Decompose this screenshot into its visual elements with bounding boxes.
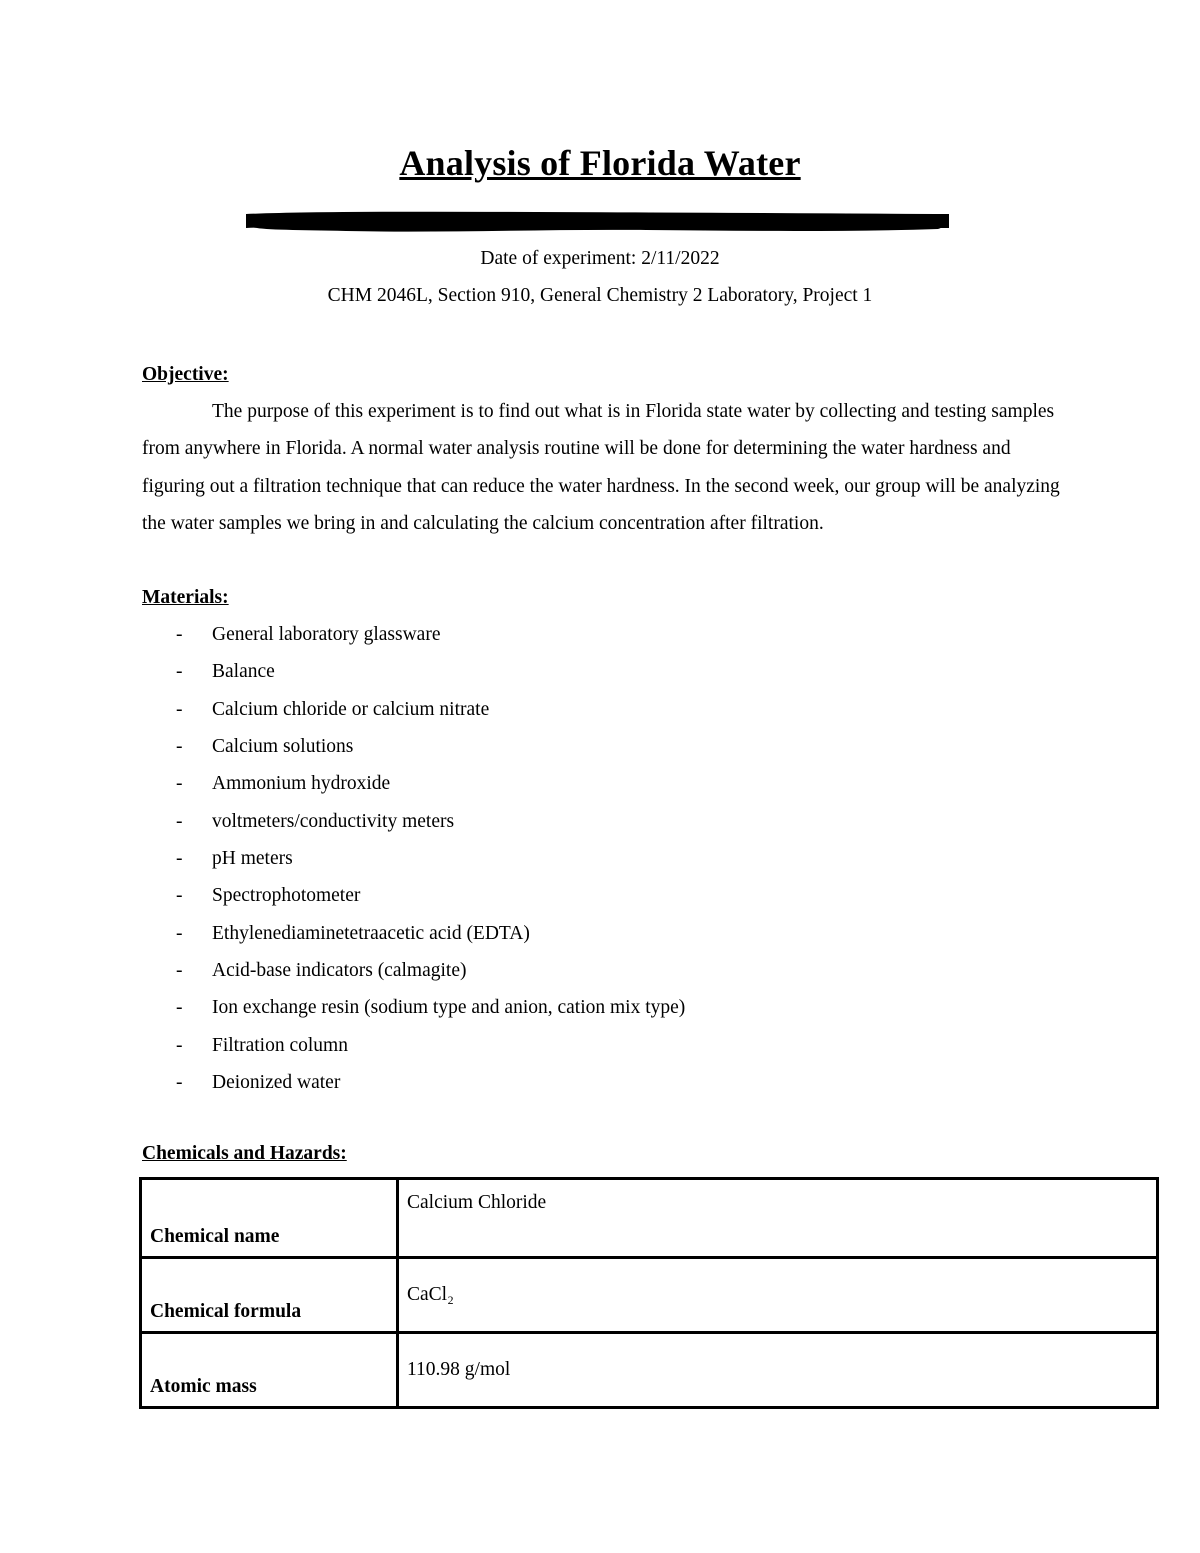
list-bullet: - bbox=[176, 922, 183, 944]
list-item bbox=[142, 765, 942, 802]
list-item bbox=[142, 989, 942, 1026]
list-item bbox=[142, 1027, 942, 1064]
material-item: Ethylenediaminetetraacetic acid (EDTA) bbox=[212, 922, 530, 944]
list-item bbox=[142, 840, 942, 877]
material-item: voltmeters/conductivity meters bbox=[212, 810, 455, 832]
material-item: Filtration column bbox=[212, 1034, 348, 1056]
list-bullet: - bbox=[176, 848, 183, 870]
table-row bbox=[141, 1258, 1158, 1333]
list-item bbox=[142, 1064, 942, 1101]
material-item: Balance bbox=[212, 661, 275, 683]
list-item bbox=[142, 915, 942, 952]
chemicals-hazards-table bbox=[139, 1177, 1159, 1409]
hazards-heading: Chemicals and Hazards: bbox=[142, 1143, 347, 1164]
material-item: Spectrophotometer bbox=[212, 885, 361, 907]
material-item: Calcium chloride or calcium nitrate bbox=[212, 698, 490, 720]
objective-heading: Objective: bbox=[142, 364, 229, 385]
material-item: General laboratory glassware bbox=[212, 624, 441, 645]
table-value-cell: Calcium Chloride bbox=[398, 1179, 1158, 1258]
material-item: Ion exchange resin (sodium type and anion, cation mix type) bbox=[212, 997, 686, 1019]
list-item bbox=[142, 952, 942, 989]
table-value-cell: CaCl₂ bbox=[398, 1258, 1158, 1333]
course-info: CHM 2046L, Section 910, General Chemistry 2 Laboratory, Project 1 bbox=[327, 285, 873, 306]
list-item bbox=[142, 877, 942, 914]
table-value-cell: 110.98 g/mol bbox=[398, 1333, 1158, 1408]
material-item: Ammonium hydroxide bbox=[212, 773, 391, 795]
list-bullet: - bbox=[176, 997, 183, 1019]
list-item bbox=[142, 803, 942, 840]
objective-paragraph: The purpose of this experiment is to find out what is in Florida state water by collecting and testing samples from anywhere in Florida. A normal water analysis routine will be done for determining the water hardness and figuring out a filtration technique that can reduce the water hardness. In the second week, our group will be analyzing the water samples we bring in and calculating the calcium concentration after filtration. bbox=[142, 401, 1060, 535]
list-item bbox=[142, 616, 942, 653]
material-item: Calcium solutions bbox=[212, 736, 354, 758]
table-label-cell: Chemical name bbox=[141, 1179, 398, 1258]
list-bullet: - bbox=[176, 736, 183, 758]
list-item bbox=[142, 728, 942, 765]
materials-heading: Materials: bbox=[142, 587, 229, 608]
list-bullet: - bbox=[176, 960, 183, 982]
redacted-author-names bbox=[246, 209, 949, 235]
list-item bbox=[142, 653, 942, 690]
list-bullet: - bbox=[176, 661, 183, 683]
list-bullet: - bbox=[176, 773, 183, 795]
material-item: Acid-base indicators (calmagite) bbox=[212, 960, 467, 982]
list-bullet: - bbox=[176, 885, 183, 907]
document-title: Analysis of Florida Water bbox=[399, 143, 801, 183]
list-bullet: - bbox=[176, 810, 183, 832]
list-bullet: - bbox=[176, 698, 183, 720]
table-row bbox=[141, 1179, 1158, 1258]
table-row bbox=[141, 1333, 1158, 1408]
material-item: pH meters bbox=[212, 848, 293, 870]
table-label-cell: Chemical formula bbox=[141, 1258, 398, 1333]
list-bullet: - bbox=[176, 1072, 183, 1094]
list-bullet: - bbox=[176, 1034, 183, 1056]
table-label-cell: Atomic mass bbox=[141, 1333, 398, 1408]
list-item bbox=[142, 691, 942, 728]
experiment-date: Date of experiment: 2/11/2022 bbox=[480, 248, 720, 269]
materials-list bbox=[142, 616, 942, 1101]
material-item: Deionized water bbox=[212, 1072, 341, 1094]
list-bullet: - bbox=[176, 624, 183, 645]
